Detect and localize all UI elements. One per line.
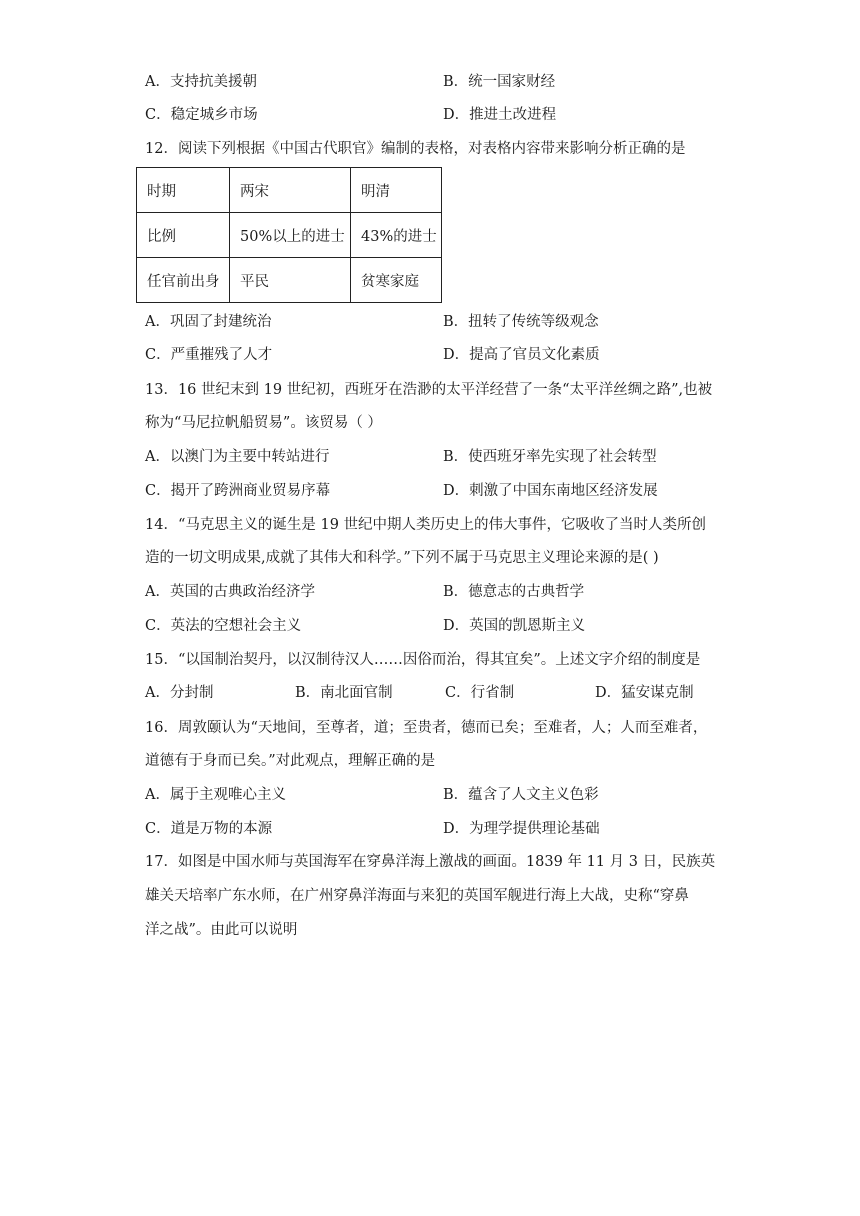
q13-option-c: C．揭开了跨洲商业贸易序幕 <box>145 483 331 499</box>
q15-option-c: C．行省制 <box>445 685 515 701</box>
table-cell: 43%的进士 <box>351 213 442 258</box>
q14-stem-line-2: 造的一切文明成果,成就了其伟大和科学。”下列不属于马克思主义理论来源的是( ) <box>145 550 659 566</box>
q11-option-d: D．推进土改进程 <box>443 107 557 123</box>
q16-option-a: A．属于主观唯心主义 <box>145 787 286 803</box>
q15-option-a: A．分封制 <box>145 685 214 701</box>
q14-stem-line-1: 14．“马克思主义的诞生是 19 世纪中期人类历史上的伟大事件，它吸收了当时人类所创 <box>145 517 707 533</box>
q17-stem-line-1: 17．如图是中国水师与英国海军在穿鼻洋海上激战的画面。1839 年 11 月 3 日，民族英 <box>145 854 716 870</box>
q15-option-d: D．猛安谋克制 <box>595 685 694 701</box>
table-cell: 平民 <box>230 258 351 303</box>
table-cell: 50%以上的进士 <box>230 213 351 258</box>
table-row <box>137 213 442 258</box>
q15-stem: 15．“以国制治契丹，以汉制待汉人……因俗而治，得其宜矣”。上述文字介绍的制度是 <box>145 652 701 668</box>
q16-stem-line-2: 道德有于身而已矣。”对此观点，理解正确的是 <box>145 753 436 769</box>
q16-option-c: C．道是万物的本源 <box>145 821 273 837</box>
table-cell: 时期 <box>137 168 230 213</box>
table-cell: 两宋 <box>230 168 351 213</box>
q14-option-b: B．德意志的古典哲学 <box>443 584 585 600</box>
q14-option-d: D．英国的凯恩斯主义 <box>443 618 586 634</box>
table-cell: 明清 <box>351 168 442 213</box>
table-cell: 贫寒家庭 <box>351 258 442 303</box>
q12-option-c: C．严重摧残了人才 <box>145 347 273 363</box>
q13-option-d: D．刺激了中国东南地区经济发展 <box>443 483 658 499</box>
q14-option-a: A．英国的古典政治经济学 <box>145 584 315 600</box>
q13-stem-line-1: 13．16 世纪末到 19 世纪初，西班牙在浩渺的太平洋经营了一条“太平洋丝绸之路”,也被 <box>145 382 713 398</box>
q16-option-d: D．为理学提供理论基础 <box>443 821 600 837</box>
table-row <box>137 258 442 303</box>
q11-option-b: B．统一国家财经 <box>443 74 556 90</box>
q11-option-c: C．稳定城乡市场 <box>145 107 258 123</box>
q12-stem: 12．阅读下列根据《中国古代职官》编制的表格，对表格内容带来影响分析正确的是 <box>145 141 686 157</box>
table-cell: 任官前出身 <box>137 258 230 303</box>
q13-option-a: A．以澳门为主要中转站进行 <box>145 449 330 465</box>
q12-table <box>136 167 442 303</box>
q12-option-b: B．扭转了传统等级观念 <box>443 314 599 330</box>
q16-stem-line-1: 16．周敦颐认为“天地间，至尊者，道；至贵者，德而已矣；至难者，人；人而至难者， <box>145 720 708 736</box>
q17-stem-line-2: 雄关天培率广东水师，在广州穿鼻洋海面与来犯的英国军舰进行海上大战，史称“穿鼻 <box>145 888 689 904</box>
q16-option-b: B．蕴含了人文主义色彩 <box>443 787 599 803</box>
q12-option-d: D．提高了官员文化素质 <box>443 347 600 363</box>
q12-option-a: A．巩固了封建统治 <box>145 314 272 330</box>
q13-stem-line-2: 称为“马尼拉帆船贸易”。该贸易（ ） <box>145 415 382 431</box>
table-cell: 比例 <box>137 213 230 258</box>
q15-option-b: B．南北面官制 <box>295 685 393 701</box>
q13-option-b: B．使西班牙率先实现了社会转型 <box>443 449 657 465</box>
table-row <box>137 168 442 213</box>
q17-stem-line-3: 洋之战”。由此可以说明 <box>145 922 298 938</box>
q14-option-c: C．英法的空想社会主义 <box>145 618 302 634</box>
q11-option-a: A．支持抗美援朝 <box>145 74 257 90</box>
